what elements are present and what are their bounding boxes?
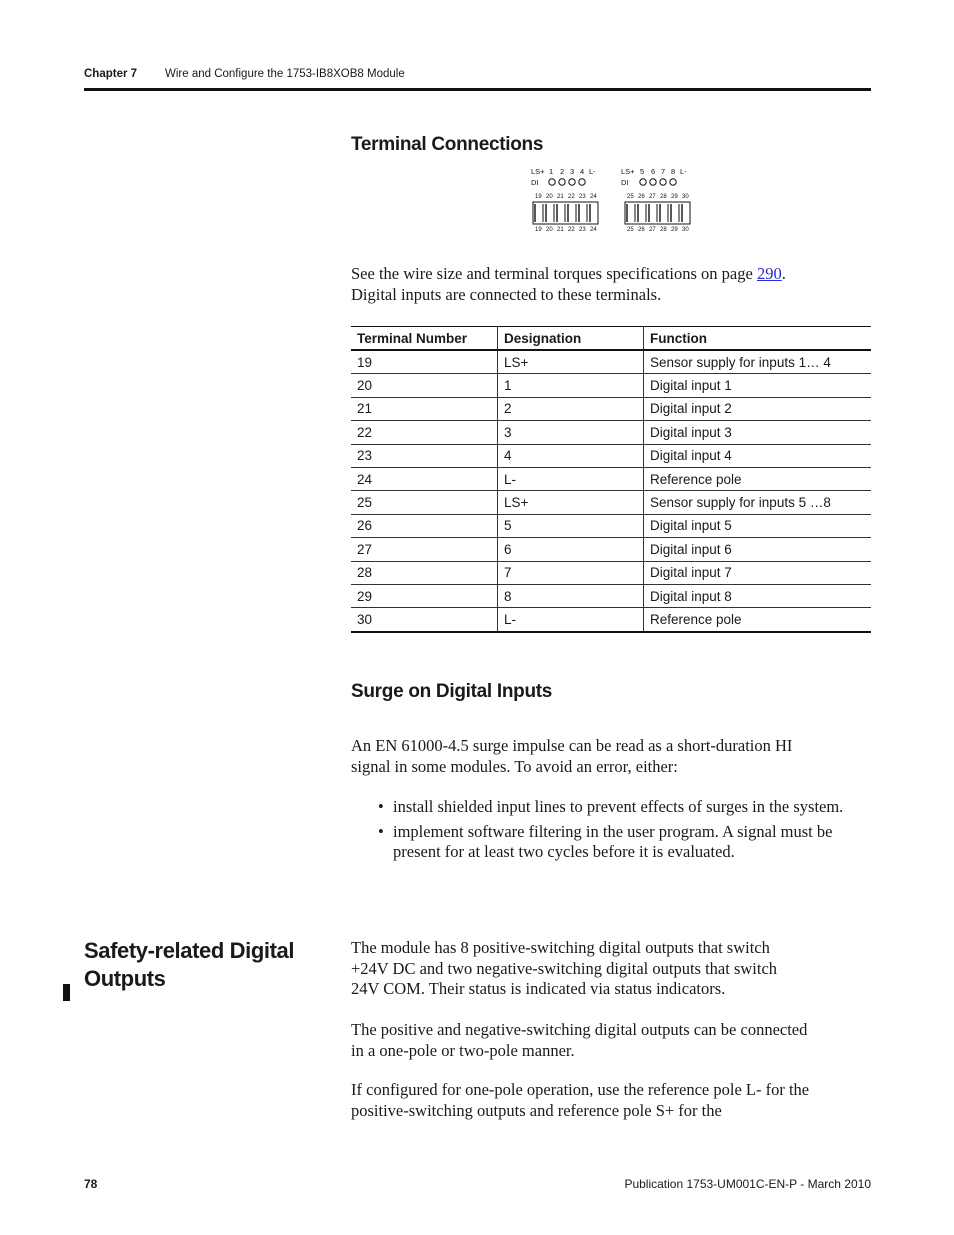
function-cell: Digital input 4 [644,444,872,467]
diagram-label: L- [589,167,596,176]
terminal-number: 24 [590,194,597,200]
list-item: • install shielded input lines to prevent effects of surges in the system. [378,797,873,818]
publication-info: Publication 1753-UM001C-EN-P - March 2010 [624,1177,871,1191]
page-number: 78 [84,1177,98,1191]
diagram-label: L- [680,167,687,176]
outputs-paragraph-3 [351,1080,871,1121]
terminal-number: 25 [627,194,634,200]
function-cell: Digital input 7 [644,561,872,584]
terminal-number: 29 [671,194,678,200]
chapter-title: Wire and Configure the 1753-IB8XOB8 Module [165,68,405,80]
terminal-number: 25 [627,227,634,233]
surge-paragraph [351,736,871,777]
terminal-number-cell: 22 [351,421,498,444]
designation-cell: 6 [498,538,644,561]
function-cell: Reference pole [644,608,872,632]
list-item: • implement software filtering in the user program. A signal must be present for at least two cycles before it is evaluated. [378,822,873,863]
function-cell: Digital input 5 [644,514,872,537]
outputs-paragraph-2 [351,1020,871,1061]
table-row [351,397,871,420]
table-row [351,444,871,467]
terminal-number-cell: 25 [351,491,498,514]
terminal-number: 27 [649,194,656,200]
diagram-label: LS+ [621,167,635,176]
function-cell: Digital input 8 [644,584,872,607]
diagram-label: 5 [640,167,645,176]
diagram-label: 8 [671,167,676,176]
terminal-number-cell: 19 [351,350,498,374]
heading-line: Outputs [84,966,166,991]
column-header: Function [644,327,872,351]
led-indicator [569,179,575,185]
terminal-number: 23 [579,194,586,200]
terminal-number: 28 [660,227,667,233]
table-row [351,374,871,397]
paragraph-line: 24V COM. Their status is indicated via status indicators. [351,979,726,998]
led-indicator [640,179,646,185]
led-indicator [650,179,656,185]
terminal-connections-heading: Terminal Connections [351,134,544,155]
paragraph-line: in a one-pole or two-pole manner. [351,1040,575,1060]
terminal-number-cell: 23 [351,444,498,467]
table-row [351,514,871,537]
designation-cell: LS+ [498,491,644,514]
terminal-number: 26 [638,194,645,200]
table-row [351,608,871,632]
terminal-number: 24 [590,227,597,233]
paragraph-line: +24V DC and two negative-switching digital outputs that switch [351,958,778,978]
terminal-number-cell: 20 [351,374,498,397]
diagram-label: LS+ [531,167,545,176]
terminal-number: 22 [568,227,575,233]
designation-cell: 5 [498,514,644,537]
terminal-group-b [621,167,690,233]
table-header-row [351,327,871,351]
heading-line: Safety-related Digital [84,938,295,963]
terminal-number-cell: 29 [351,584,498,607]
table-row [351,421,871,444]
function-cell: Sensor supply for inputs 5 …8 [644,491,872,514]
function-cell: Reference pole [644,467,872,490]
led-indicator [670,179,676,185]
diagram-label: 6 [651,167,656,176]
function-cell: Digital input 1 [644,374,872,397]
terminal-number: 22 [568,194,575,200]
diagram-di-label: DI [621,178,629,187]
table-row [351,538,871,561]
terminal-number-cell: 24 [351,467,498,490]
terminal-number: 27 [649,227,656,233]
table-row [351,584,871,607]
paragraph-line: An EN 61000-4.5 surge impulse can be read as a short-duration HI [351,736,793,755]
page-link[interactable]: 290 [756,264,782,283]
terminal-diagram [520,160,710,240]
intro-text: See the wire size and terminal torques specifications on page [351,264,757,283]
terminal-number: 29 [671,227,678,233]
chapter-label: Chapter 7 [84,68,138,80]
designation-cell: L- [498,608,644,632]
function-cell: Sensor supply for inputs 1… 4 [644,350,872,374]
designation-cell: 3 [498,421,644,444]
terminal-table [351,326,871,633]
table-row [351,350,871,374]
terminal-number-cell: 30 [351,608,498,632]
paragraph-line: If configured for one-pole operation, use the reference pole L- for the [351,1080,810,1099]
change-bar [63,984,70,1001]
surge-bullet-list [378,797,873,867]
column-header: Designation [498,327,644,351]
terminal-group-a [531,167,598,233]
paragraph-line: signal in some modules. To avoid an error, either: [351,756,678,776]
designation-cell: LS+ [498,350,644,374]
terminal-number: 19 [535,227,542,233]
terminal-number: 23 [579,227,586,233]
terminal-number: 19 [535,194,542,200]
diagram-label: 1 [549,167,554,176]
function-cell: Digital input 6 [644,538,872,561]
designation-cell: 2 [498,397,644,420]
outputs-heading [84,937,294,993]
intro-text: Digital inputs are connected to these terminals. [351,284,662,304]
terminal-number-cell: 28 [351,561,498,584]
terminal-number: 28 [660,194,667,200]
diagram-label: 3 [570,167,575,176]
led-indicator [579,179,585,185]
function-cell: Digital input 3 [644,421,872,444]
intro-text: . [781,264,786,283]
diagram-label: 4 [580,167,585,176]
led-indicator [660,179,666,185]
designation-cell: 8 [498,584,644,607]
column-header: Terminal Number [351,327,498,351]
paragraph-line: positive-switching outputs and reference pole S+ for the [351,1100,722,1120]
diagram-label: 7 [661,167,666,176]
designation-cell: L- [498,467,644,490]
diagram-di-label: DI [531,178,539,187]
surge-heading: Surge on Digital Inputs [351,681,553,702]
designation-cell: 4 [498,444,644,467]
paragraph-line: The module has 8 positive-switching digital outputs that switch [351,938,770,957]
header-rule [84,88,871,91]
terminal-number: 30 [682,227,689,233]
table-row [351,467,871,490]
terminal-number: 20 [546,227,553,233]
terminal-number: 20 [546,194,553,200]
outputs-paragraph-1 [351,938,871,1000]
designation-cell: 1 [498,374,644,397]
terminal-number: 21 [557,194,564,200]
function-cell: Digital input 2 [644,397,872,420]
terminal-number: 26 [638,227,645,233]
terminal-number-cell: 21 [351,397,498,420]
led-indicator [559,179,565,185]
table-row [351,491,871,514]
table-row [351,561,871,584]
terminal-number-cell: 26 [351,514,498,537]
led-indicator [549,179,555,185]
diagram-label: 2 [560,167,565,176]
terminal-intro [351,264,871,305]
paragraph-line: The positive and negative-switching digital outputs can be connected [351,1020,808,1039]
terminal-number-cell: 27 [351,538,498,561]
designation-cell: 7 [498,561,644,584]
terminal-number: 21 [557,227,564,233]
terminal-number: 30 [682,194,689,200]
